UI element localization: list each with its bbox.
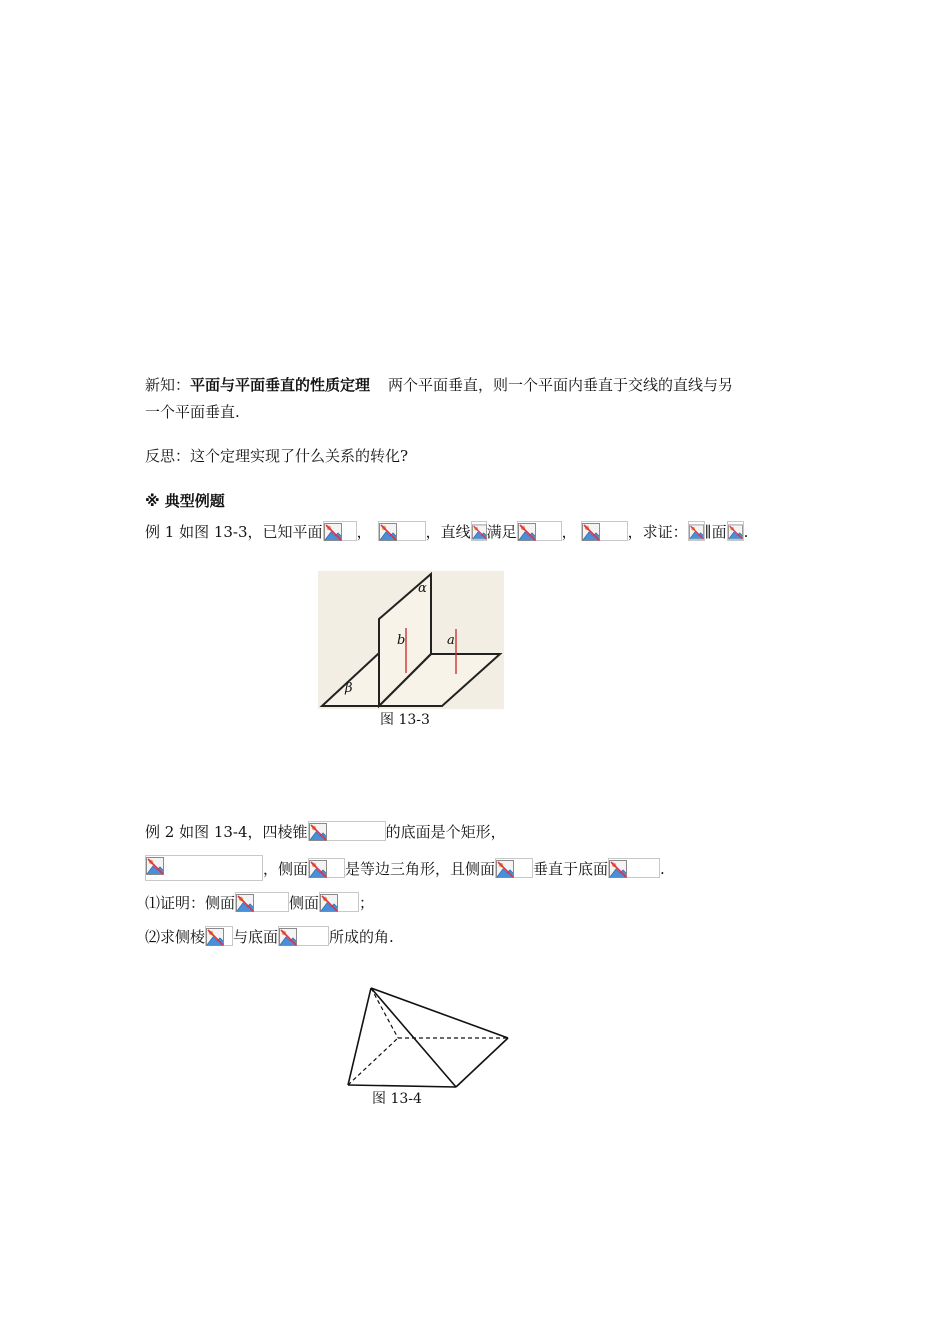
broken-image-icon [319,892,359,912]
broken-image-icon [308,821,386,841]
broken-image-icon [145,855,263,881]
ex1-text-a: 例 1 如图 13-3，已知平面 [145,523,323,541]
broken-image-icon [323,521,357,541]
broken-image-icon [688,521,705,541]
broken-image-icon [727,521,744,541]
reflection: 反思：这个定理实现了什么关系的转化? [145,447,409,465]
example-1-statement [145,521,748,542]
theorem-text: 两个平面垂直，则一个平面内垂直于交线的直线与另 [388,376,734,394]
broken-image-icon [608,858,660,878]
label-b: b [397,633,406,648]
ex1-text-f: ，求证： [627,523,688,541]
example-2-part-2 [145,926,394,947]
label-beta: β [345,681,353,696]
figure-13-4-caption: 图 13-4 [372,1091,422,1107]
figure-13-3 [318,571,504,709]
ex2-part1-a: ⑴证明：侧面 [145,894,236,912]
ex2-part2-a: ⑵求侧棱 [145,928,206,946]
ex2-part1-c: ； [359,894,375,912]
ex2-text-2d: . [660,860,665,878]
broken-image-icon [205,926,233,946]
ex1-text-h: . [743,523,749,541]
section-heading: ※ 典型例题 [145,492,225,510]
figure-13-4 [340,980,520,1092]
ex2-text-2b: 是等边三角形，且侧面 [345,860,496,878]
broken-image-icon [471,521,487,541]
example-2-line-1 [145,821,506,842]
ex2-part2-b: 与底面 [233,928,279,946]
figure-13-3-caption: 图 13-3 [380,712,430,728]
theorem-line-2: 一个平面垂直. [145,403,240,421]
label-alpha: α [418,581,427,596]
ex1-text-b: ， [356,523,372,541]
label-a: a [447,633,455,648]
ex1-text-d: 满足 [486,523,517,541]
ex1-text-g: ∥面 [704,523,727,541]
ex1-text-e: ， [561,523,577,541]
theorem-line-1 [145,375,733,395]
ex2-text-2c: 垂直于底面 [533,860,609,878]
ex2-text-1a: 例 2 如图 13-4，四棱锥 [145,823,308,841]
xinzhi-prefix: 新知： [145,376,191,394]
broken-image-icon [235,892,289,912]
example-2-part-1 [145,892,374,913]
broken-image-icon [517,521,562,541]
ex2-text-1b: 的底面是个矩形， [385,823,506,841]
broken-image-icon [308,858,345,878]
broken-image-icon [278,926,329,946]
example-2-line-2 [145,855,665,881]
ex2-part1-b: 侧面 [289,894,320,912]
broken-image-icon [378,521,426,541]
broken-image-icon [495,858,533,878]
theorem-title: 平面与平面垂直的性质定理 [190,376,371,394]
broken-image-icon [581,521,628,541]
ex1-text-c: ，直线 [425,523,471,541]
ex2-text-2a: ，侧面 [263,860,309,878]
ex2-part2-c: 所成的角. [329,928,394,946]
